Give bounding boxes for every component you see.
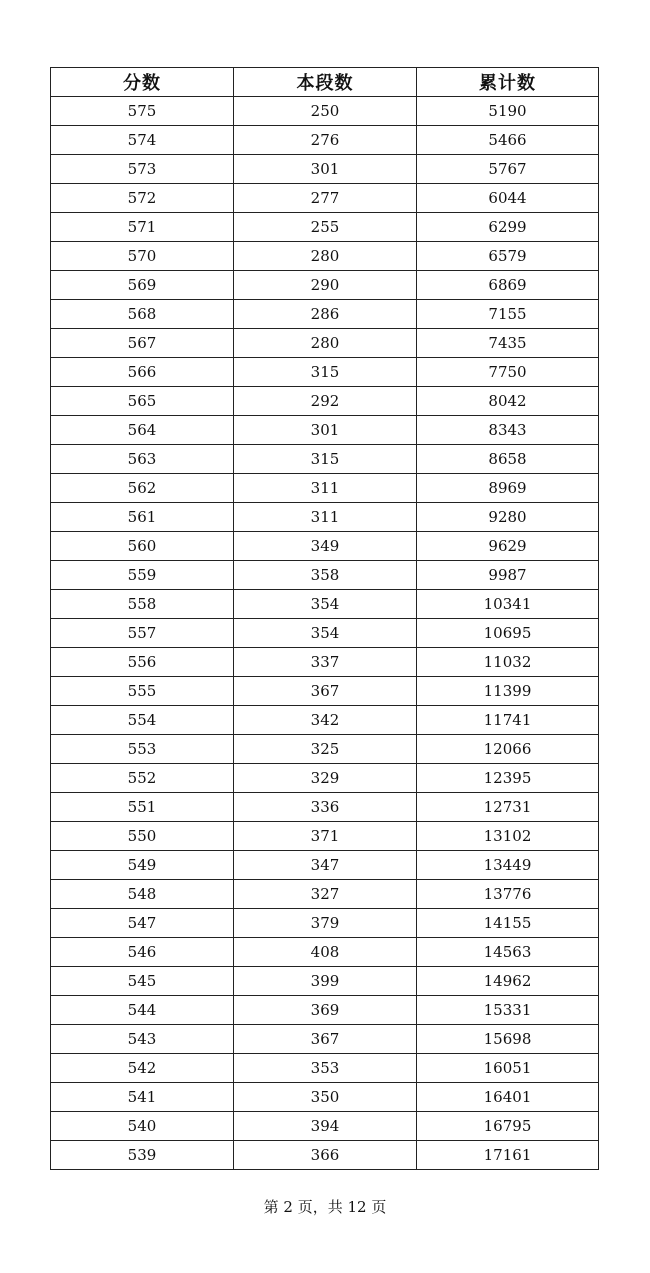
cumulative-count-cell: 8343 [417,416,599,445]
segment-count-cell: 301 [234,416,417,445]
score-cell: 562 [51,474,234,503]
score-cell: 573 [51,155,234,184]
table-header-row [51,68,599,97]
segment-count-cell: 327 [234,880,417,909]
table-row [51,1025,599,1054]
cumulative-count-cell: 7155 [417,300,599,329]
cumulative-count-cell: 11032 [417,648,599,677]
table-row [51,300,599,329]
score-cell: 540 [51,1112,234,1141]
table-row [51,329,599,358]
cumulative-count-cell: 8969 [417,474,599,503]
score-cell: 563 [51,445,234,474]
table-row [51,416,599,445]
segment-count-cell: 367 [234,1025,417,1054]
score-cell: 569 [51,271,234,300]
score-cell: 557 [51,619,234,648]
cumulative-count-cell: 16795 [417,1112,599,1141]
cumulative-count-cell: 15331 [417,996,599,1025]
segment-count-cell: 250 [234,97,417,126]
score-distribution-table [50,67,599,1170]
table-body [51,97,599,1170]
segment-count-cell: 394 [234,1112,417,1141]
segment-count-cell: 399 [234,967,417,996]
score-cell: 556 [51,648,234,677]
table-row [51,97,599,126]
table-row [51,996,599,1025]
score-cell: 542 [51,1054,234,1083]
table-row [51,880,599,909]
segment-count-cell: 311 [234,503,417,532]
score-cell: 559 [51,561,234,590]
segment-count-cell: 277 [234,184,417,213]
table-row [51,909,599,938]
score-cell: 539 [51,1141,234,1170]
table-row [51,503,599,532]
cumulative-count-cell: 5767 [417,155,599,184]
score-cell: 546 [51,938,234,967]
table-row [51,474,599,503]
cumulative-count-cell: 17161 [417,1141,599,1170]
score-cell: 551 [51,793,234,822]
table-row [51,184,599,213]
segment-count-cell: 379 [234,909,417,938]
table-row [51,648,599,677]
segment-count-cell: 286 [234,300,417,329]
cumulative-count-cell: 12395 [417,764,599,793]
score-cell: 558 [51,590,234,619]
segment-count-cell: 290 [234,271,417,300]
table-row [51,851,599,880]
score-cell: 543 [51,1025,234,1054]
cumulative-count-cell: 11741 [417,706,599,735]
segment-count-cell: 354 [234,619,417,648]
score-cell: 570 [51,242,234,271]
score-cell: 567 [51,329,234,358]
table-row [51,358,599,387]
cumulative-count-cell: 11399 [417,677,599,706]
cumulative-count-cell: 10695 [417,619,599,648]
segment-count-cell: 315 [234,358,417,387]
score-cell: 560 [51,532,234,561]
segment-count-cell: 329 [234,764,417,793]
score-cell: 572 [51,184,234,213]
score-cell: 552 [51,764,234,793]
segment-count-cell: 311 [234,474,417,503]
score-cell: 566 [51,358,234,387]
table-row [51,822,599,851]
score-cell: 554 [51,706,234,735]
segment-count-cell: 358 [234,561,417,590]
cumulative-count-cell: 8658 [417,445,599,474]
score-cell: 574 [51,126,234,155]
table-row [51,242,599,271]
score-cell: 544 [51,996,234,1025]
cumulative-count-cell: 9280 [417,503,599,532]
cumulative-count-cell: 16051 [417,1054,599,1083]
segment-count-cell: 337 [234,648,417,677]
score-cell: 548 [51,880,234,909]
segment-count-cell: 354 [234,590,417,619]
segment-count-cell: 350 [234,1083,417,1112]
table-row [51,1141,599,1170]
table-row [51,938,599,967]
cumulative-count-cell: 14563 [417,938,599,967]
table-row [51,532,599,561]
column-header-score: 分数 [51,68,234,97]
table-row [51,793,599,822]
table-row [51,677,599,706]
cumulative-count-cell: 6299 [417,213,599,242]
cumulative-count-cell: 14155 [417,909,599,938]
table-row [51,126,599,155]
cumulative-count-cell: 14962 [417,967,599,996]
cumulative-count-cell: 12731 [417,793,599,822]
table-row [51,445,599,474]
cumulative-count-cell: 7750 [417,358,599,387]
segment-count-cell: 342 [234,706,417,735]
cumulative-count-cell: 5190 [417,97,599,126]
score-cell: 547 [51,909,234,938]
cumulative-count-cell: 12066 [417,735,599,764]
table-row [51,764,599,793]
score-cell: 564 [51,416,234,445]
table-row [51,706,599,735]
cumulative-count-cell: 9987 [417,561,599,590]
segment-count-cell: 280 [234,242,417,271]
score-cell: 545 [51,967,234,996]
segment-count-cell: 347 [234,851,417,880]
segment-count-cell: 336 [234,793,417,822]
segment-count-cell: 280 [234,329,417,358]
segment-count-cell: 371 [234,822,417,851]
segment-count-cell: 349 [234,532,417,561]
score-cell: 541 [51,1083,234,1112]
page-number-footer: 第 2 页，共 12 页 [263,1198,387,1216]
segment-count-cell: 276 [234,126,417,155]
cumulative-count-cell: 6044 [417,184,599,213]
table-row [51,1054,599,1083]
score-cell: 568 [51,300,234,329]
segment-count-cell: 353 [234,1054,417,1083]
cumulative-count-cell: 13449 [417,851,599,880]
table-row [51,1112,599,1141]
segment-count-cell: 366 [234,1141,417,1170]
cumulative-count-cell: 8042 [417,387,599,416]
cumulative-count-cell: 13776 [417,880,599,909]
table-row [51,735,599,764]
score-cell: 549 [51,851,234,880]
score-cell: 553 [51,735,234,764]
cumulative-count-cell: 10341 [417,590,599,619]
table-row [51,619,599,648]
cumulative-count-cell: 16401 [417,1083,599,1112]
table-row [51,271,599,300]
column-header-cumulative-count: 累计数 [417,68,599,97]
score-cell: 565 [51,387,234,416]
segment-count-cell: 301 [234,155,417,184]
table-row [51,387,599,416]
table-row [51,155,599,184]
segment-count-cell: 369 [234,996,417,1025]
cumulative-count-cell: 9629 [417,532,599,561]
table-row [51,1083,599,1112]
score-cell: 571 [51,213,234,242]
table-row [51,967,599,996]
score-cell: 550 [51,822,234,851]
table-row [51,561,599,590]
table-row [51,213,599,242]
table-row [51,590,599,619]
cumulative-count-cell: 6869 [417,271,599,300]
segment-count-cell: 292 [234,387,417,416]
score-cell: 555 [51,677,234,706]
cumulative-count-cell: 6579 [417,242,599,271]
cumulative-count-cell: 13102 [417,822,599,851]
segment-count-cell: 408 [234,938,417,967]
cumulative-count-cell: 15698 [417,1025,599,1054]
column-header-segment-count: 本段数 [234,68,417,97]
segment-count-cell: 255 [234,213,417,242]
segment-count-cell: 325 [234,735,417,764]
segment-count-cell: 315 [234,445,417,474]
cumulative-count-cell: 5466 [417,126,599,155]
segment-count-cell: 367 [234,677,417,706]
score-cell: 575 [51,97,234,126]
score-cell: 561 [51,503,234,532]
cumulative-count-cell: 7435 [417,329,599,358]
